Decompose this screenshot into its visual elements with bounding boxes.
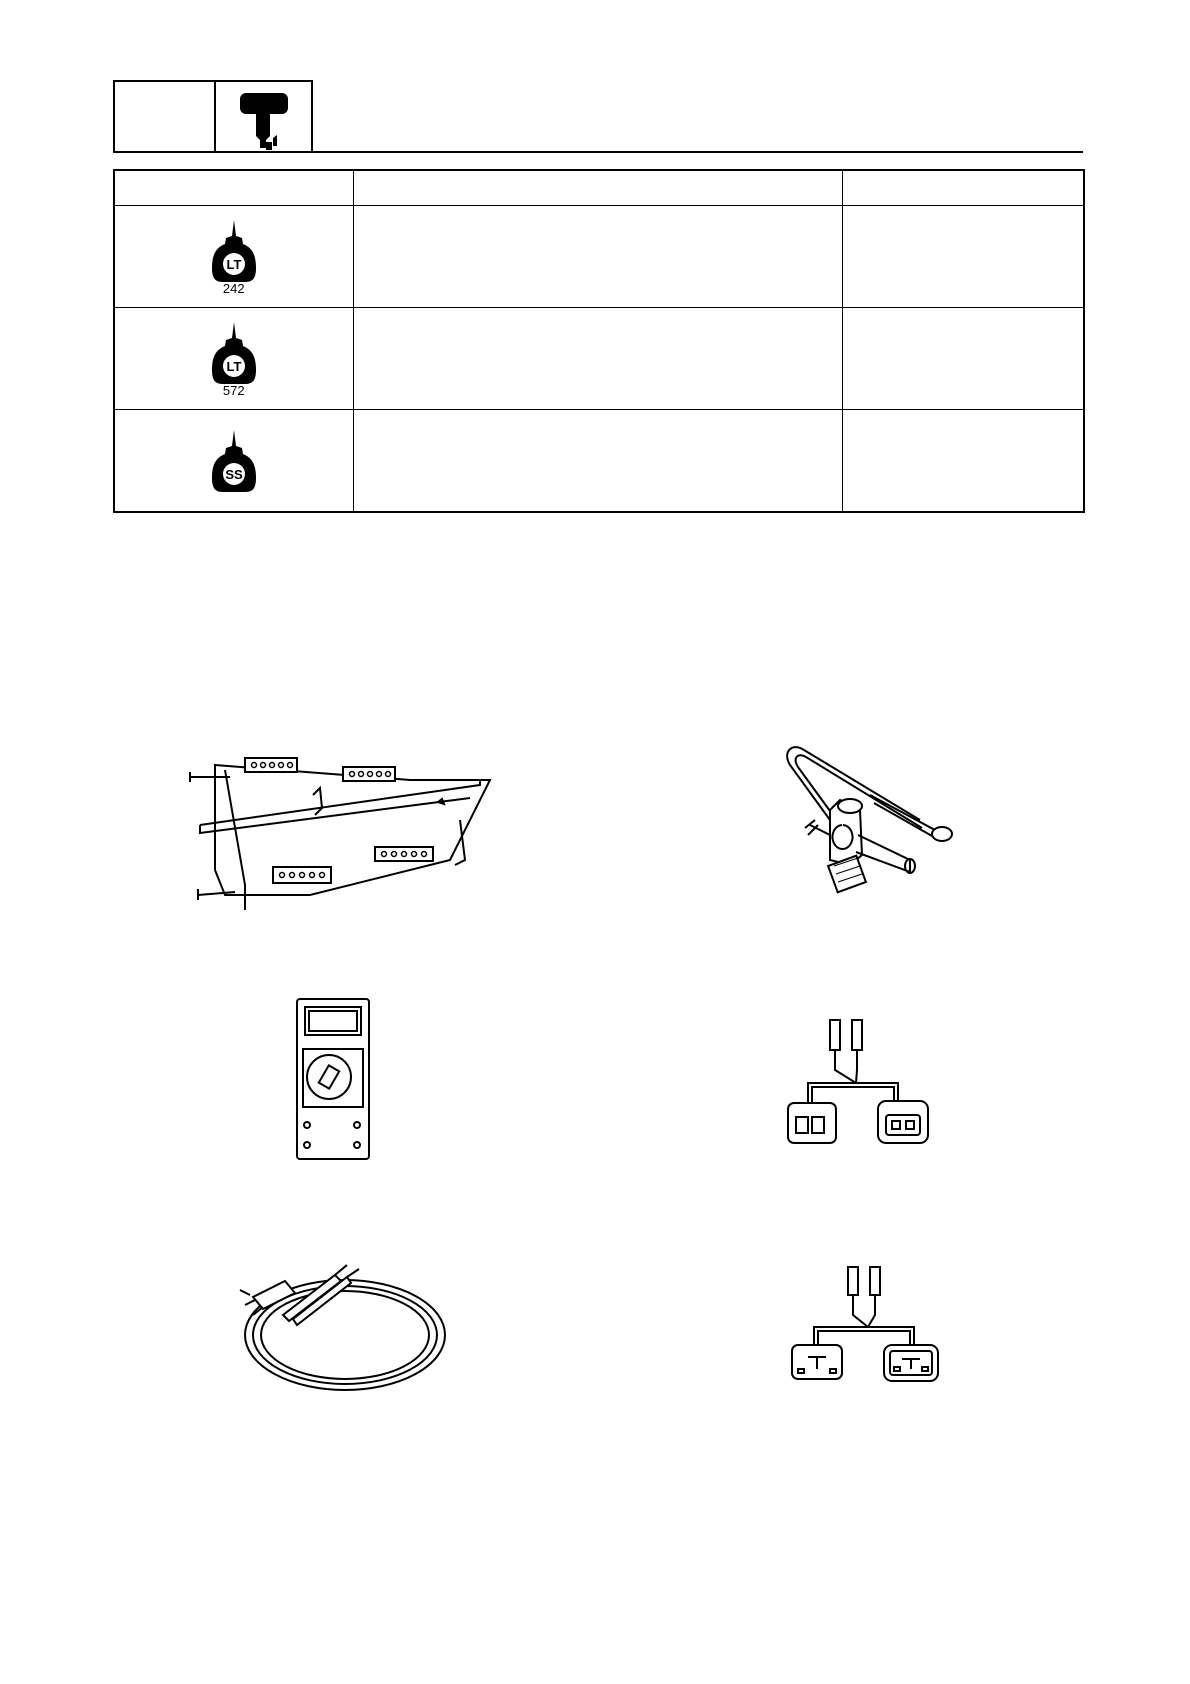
header-cell-name	[353, 170, 842, 206]
symbol-cell	[114, 410, 353, 513]
sealant-bottle-icon	[211, 218, 257, 284]
tool-illustration-harness-board	[170, 740, 500, 920]
table-row	[114, 206, 1084, 308]
peak-voltage-adapter-icon	[770, 740, 960, 910]
test-leads-icon	[225, 1245, 450, 1400]
test-harness-2-pin-icon	[778, 1015, 938, 1150]
tool-illustration-multimeter	[293, 995, 373, 1165]
part-number-cell	[842, 410, 1084, 513]
section-header-blank-cell	[115, 82, 216, 151]
test-harness-board-icon	[170, 740, 500, 920]
tool-illustration-test-leads	[225, 1245, 450, 1400]
symbol-cell	[114, 206, 353, 308]
name-cell	[353, 410, 842, 513]
badge-text: LT	[226, 359, 242, 374]
sealant-bottle-icon	[211, 428, 257, 494]
part-number-cell	[842, 308, 1084, 410]
sealant-number: 572	[222, 383, 245, 398]
tool-illustration-peak-voltage-adapter	[770, 740, 960, 910]
badge-text: LT	[226, 257, 242, 272]
sealant-bottle-icon	[211, 320, 257, 386]
part-number-cell	[842, 206, 1084, 308]
name-cell	[353, 206, 842, 308]
outboard-motor-icon	[216, 82, 311, 155]
sealant-table	[113, 169, 1085, 513]
header-cell-symbol	[114, 170, 353, 206]
section-header	[113, 80, 313, 153]
section-header-icon-cell	[216, 82, 311, 151]
tool-illustration-test-harness-2pin	[778, 1015, 938, 1150]
sealant-number: 242	[222, 281, 245, 296]
digital-multimeter-icon	[293, 995, 373, 1165]
table-header-row	[114, 170, 1084, 206]
header-rule	[113, 151, 1083, 153]
tool-illustration-test-harness-3pin	[778, 1265, 948, 1385]
table-row	[114, 410, 1084, 513]
badge-text: SS	[225, 466, 243, 482]
table-row	[114, 308, 1084, 410]
name-cell	[353, 308, 842, 410]
symbol-cell	[114, 308, 353, 410]
test-harness-3-pin-icon	[778, 1265, 948, 1385]
header-cell-part-number	[842, 170, 1084, 206]
